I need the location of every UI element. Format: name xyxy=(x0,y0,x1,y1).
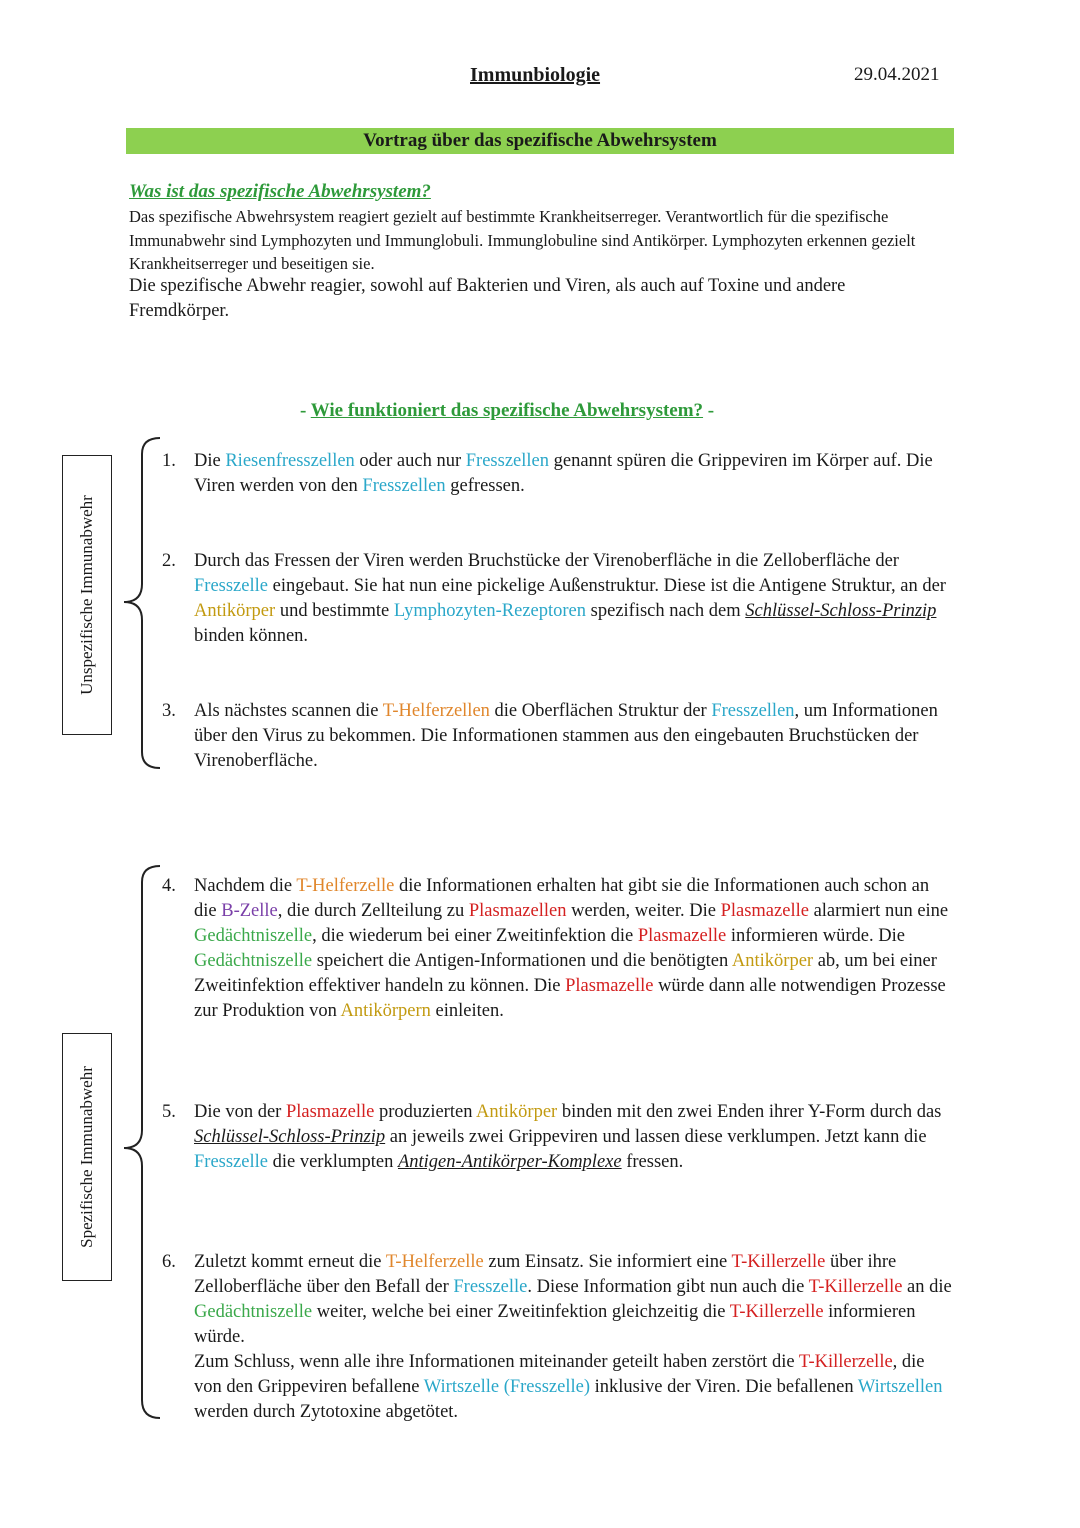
text-run: werden, weiter. Die xyxy=(566,901,721,921)
list-item-6 xyxy=(162,1250,952,1425)
term-schluessel-schloss: Schlüssel-Schloss-Prinzip xyxy=(745,601,937,621)
section-banner: Vortrag über das spezifische Abwehrsystem xyxy=(126,128,954,154)
label-specific: Spezifische Immunabwehr xyxy=(77,1066,96,1248)
term-antikoerpern: Antikörpern xyxy=(340,1001,431,1021)
question-suffix: - xyxy=(703,400,715,421)
question-text: Wie funktioniert das spezifische Abwehrsystem? xyxy=(310,400,704,421)
term-t-killerzelle: T-Killerzelle xyxy=(798,1352,893,1372)
term-plasmazellen: Plasmazellen xyxy=(468,901,567,921)
text-run: binden können. xyxy=(194,626,309,646)
text-run: alarmiert nun eine xyxy=(808,901,949,921)
label-unspecific: Unspezifische Immunabwehr xyxy=(77,495,96,695)
term-fresszellen: Fresszellen xyxy=(362,476,446,496)
term-gedaechtniszelle: Gedächtniszelle xyxy=(194,1302,313,1322)
text-run: an jeweils zwei Grippeviren und lassen diese verklumpen. Jetzt kann die xyxy=(385,1127,927,1147)
text-run: ab, um bei einer Zweitinfektion effektiver handeln zu können. Die xyxy=(194,951,937,996)
term-plasmazelle: Plasmazelle xyxy=(637,926,727,946)
item-text xyxy=(194,1100,952,1175)
text-run: Die xyxy=(194,451,226,471)
list-item-3 xyxy=(162,699,952,774)
text-run: und bestimmte xyxy=(275,601,394,621)
text-run: Nachdem die xyxy=(194,876,297,896)
term-fresszelle: Fresszelle xyxy=(453,1277,528,1297)
text-run: oder auch nur xyxy=(354,451,466,471)
intro-text: Das spezifische Abwehrsystem reagiert gezielt auf bestimmte Krankheitserreger. Verantwortlich für die spezifische Immunabwehr sind Lymphozyten und Immunglobuli. Immunglobuline sind Antikörper. Lymphozyten erkennen gezielt Krankheitserreger und beseitigen sie. xyxy=(129,207,916,273)
term-fresszellen: Fresszellen xyxy=(465,451,549,471)
term-fresszelle: Fresszelle xyxy=(194,576,268,596)
text-run: spezifisch nach dem xyxy=(586,601,746,621)
text-run: die Oberflächen Struktur der xyxy=(489,701,712,721)
text-run: zum Einsatz. Sie informiert eine xyxy=(483,1252,732,1272)
text-run: Zuletzt kommt erneut die xyxy=(194,1252,386,1272)
term-wirtszelle-fresszelle: Wirtszelle (Fresszelle) xyxy=(423,1377,590,1397)
item-number: 1. xyxy=(162,451,176,471)
term-fresszelle: Fresszelle xyxy=(194,1152,268,1172)
term-b-zelle: B-Zelle xyxy=(221,901,278,921)
text-run: fressen. xyxy=(621,1152,684,1172)
term-t-killerzelle: T-Killerzelle xyxy=(729,1302,824,1322)
term-plasmazelle: Plasmazelle xyxy=(565,976,654,996)
question-prefix: - xyxy=(300,400,311,421)
text-run: gefressen. xyxy=(445,476,525,496)
term-gedaechtniszelle: Gedächtniszelle xyxy=(194,926,313,946)
text-run: , um Informationen über den Virus zu bekommen. Die Informationen stammen aus den eingebauten Bruchstücken der Virenoberfläche. xyxy=(194,701,938,771)
document-date: 29.04.2021 xyxy=(854,64,940,85)
item-text xyxy=(194,874,952,1024)
text-run: die Informationen erhalten hat gibt sie die Informationen auch schon an die xyxy=(194,876,930,921)
term-plasmazelle: Plasmazelle xyxy=(720,901,809,921)
term-t-helferzellen: T-Helferzellen xyxy=(382,701,490,721)
list-item-2 xyxy=(162,549,952,649)
item-text xyxy=(194,549,952,649)
text-run: Zum Schluss, wenn alle ihre Informationen miteinander geteilt haben zerstört die xyxy=(194,1352,799,1372)
term-plasmazelle: Plasmazelle xyxy=(285,1102,375,1122)
term-schluessel-schloss: Schlüssel-Schloss-Prinzip xyxy=(194,1127,386,1147)
item-text xyxy=(194,449,952,499)
document-title: Immunbiologie xyxy=(470,64,601,86)
text-run: Durch das Fressen der Viren werden Bruchstücke der Virenoberfläche in die Zelloberfläche der xyxy=(194,551,899,571)
term-gedaechtniszelle: Gedächtniszelle xyxy=(194,951,313,971)
section-question xyxy=(300,400,714,422)
text-run: produzierten xyxy=(374,1102,477,1122)
intro-question: Was ist das spezifische Abwehrsystem? xyxy=(129,181,431,202)
text-run: . Diese Information gibt nun auch die xyxy=(527,1277,809,1297)
term-riesenfresszellen: Riesenfresszellen xyxy=(225,451,355,471)
text-run: Als nächstes scannen die xyxy=(194,701,383,721)
brace-specific xyxy=(116,862,166,1422)
label-specific-box xyxy=(62,1033,112,1281)
term-antikoerper: Antikörper xyxy=(731,951,814,971)
text-run: , die wiederum bei einer Zweitinfektion die xyxy=(312,926,638,946)
text-run: werden durch Zytotoxine abgetötet. xyxy=(194,1402,459,1422)
text-run: Die von der xyxy=(194,1102,286,1122)
text-run: , die durch Zellteilung zu xyxy=(277,901,469,921)
item-text xyxy=(194,699,952,774)
label-unspecific-box xyxy=(62,455,112,735)
term-lymphozyten-rezeptoren: Lymphozyten-Rezeptoren xyxy=(393,601,587,621)
list-item-5 xyxy=(162,1100,952,1175)
item-number: 4. xyxy=(162,876,176,896)
text-run: binden mit den zwei Enden ihrer Y-Form durch das xyxy=(557,1102,942,1122)
text-run: genannt spüren die Grippeviren im Körper auf. Die Viren werden von den xyxy=(194,451,933,496)
text-run: die verklumpten xyxy=(267,1152,398,1172)
intro-text-2: Die spezifische Abwehr reagier, sowohl auf Bakterien und Viren, als auch auf Toxine und andere Fremdkörper. xyxy=(129,276,846,321)
text-run: einleiten. xyxy=(430,1001,504,1021)
list-item-4 xyxy=(162,874,952,1024)
term-t-killerzelle: T-Killerzelle xyxy=(731,1252,826,1272)
term-antigen-antikoerper-komplexe: Antigen-Antikörper-Komplexe xyxy=(397,1152,622,1172)
text-run: speichert die Antigen-Informationen und die benötigten xyxy=(312,951,732,971)
text-run: informieren würde. Die xyxy=(726,926,905,946)
term-t-helferzelle: T-Helferzelle xyxy=(296,876,395,896)
term-t-killerzelle: T-Killerzelle xyxy=(808,1277,903,1297)
term-antikoerper: Antikörper xyxy=(476,1102,558,1122)
list-item-1 xyxy=(162,449,952,499)
text-run: , die von den Grippeviren befallene xyxy=(194,1352,925,1397)
item-number: 5. xyxy=(162,1102,176,1122)
term-antikoerper: Antikörper xyxy=(194,601,276,621)
text-run: eingebaut. Sie hat nun eine pickelige Außenstruktur. Diese ist die Antigene Struktur, an der xyxy=(267,576,946,596)
item-number: 6. xyxy=(162,1252,176,1272)
item-number: 3. xyxy=(162,701,176,721)
text-run: über ihre Zelloberfläche über den Befall der xyxy=(194,1252,897,1297)
term-t-helferzelle: T-Helferzelle xyxy=(385,1252,484,1272)
item-text xyxy=(194,1250,952,1425)
item-number: 2. xyxy=(162,551,176,571)
brace-unspecific xyxy=(116,434,166,774)
text-run: weiter, welche bei einer Zweitinfektion gleichzeitig die xyxy=(312,1302,730,1322)
term-fresszellen: Fresszellen xyxy=(711,701,795,721)
text-run: an die xyxy=(902,1277,952,1297)
text-run: würde dann alle notwendigen Prozesse zur Produktion von xyxy=(194,976,946,1021)
text-run: informieren würde. xyxy=(194,1302,916,1347)
term-wirtszellen: Wirtszellen xyxy=(857,1377,943,1397)
text-run: inklusive der Viren. Die befallenen xyxy=(590,1377,858,1397)
